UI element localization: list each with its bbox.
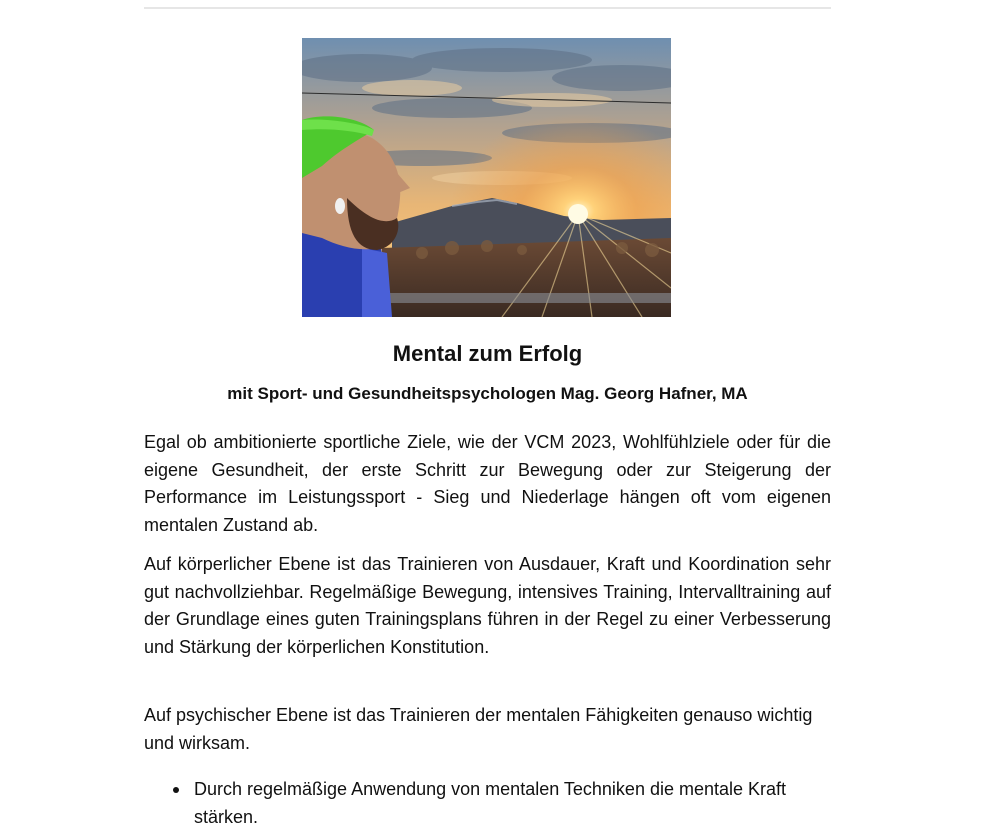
paragraph-mental: Auf psychischer Ebene ist das Trainieren der mentalen Fähigkeiten genauso wichtig und wirksam. [144, 705, 813, 753]
list-item-text: Durch regelmäßige Anwendung von mentalen Techniken die mentale Kraft stärken. [194, 779, 787, 827]
paragraph-physical: Auf körperlicher Ebene ist das Trainieren von Ausdauer, Kraft und Koordination sehr gut nachvollziehbar. Regelmäßige Bewegung, intensives Training, Intervalltraining auf der Grundlage eines guten Trainingsplans führen in der Regel zu einer Verbesserung und Stärkung der körperlichen Konstitution. [144, 554, 831, 657]
list-item [144, 776, 814, 831]
article-subtitle: mit Sport- und Gesundheitspsychologen Mag. Georg Hafner, MA [227, 384, 748, 403]
paragraph-intro: Egal ob ambitionierte sportliche Ziele, wie der VCM 2023, Wohlfühlziele oder für die eigene Gesundheit, der erste Schritt zur Bewegung oder zur Steigerung der Performance im Leistungssport - Sieg und Niederlage hängen oft vom eigenen mentalen Zustand ab. [144, 432, 831, 535]
bullet-icon [173, 787, 179, 793]
bullet-list [144, 776, 831, 831]
top-divider [144, 7, 831, 9]
article-title: Mental zum Erfolg [392, 341, 583, 366]
hero-photo [302, 38, 671, 317]
